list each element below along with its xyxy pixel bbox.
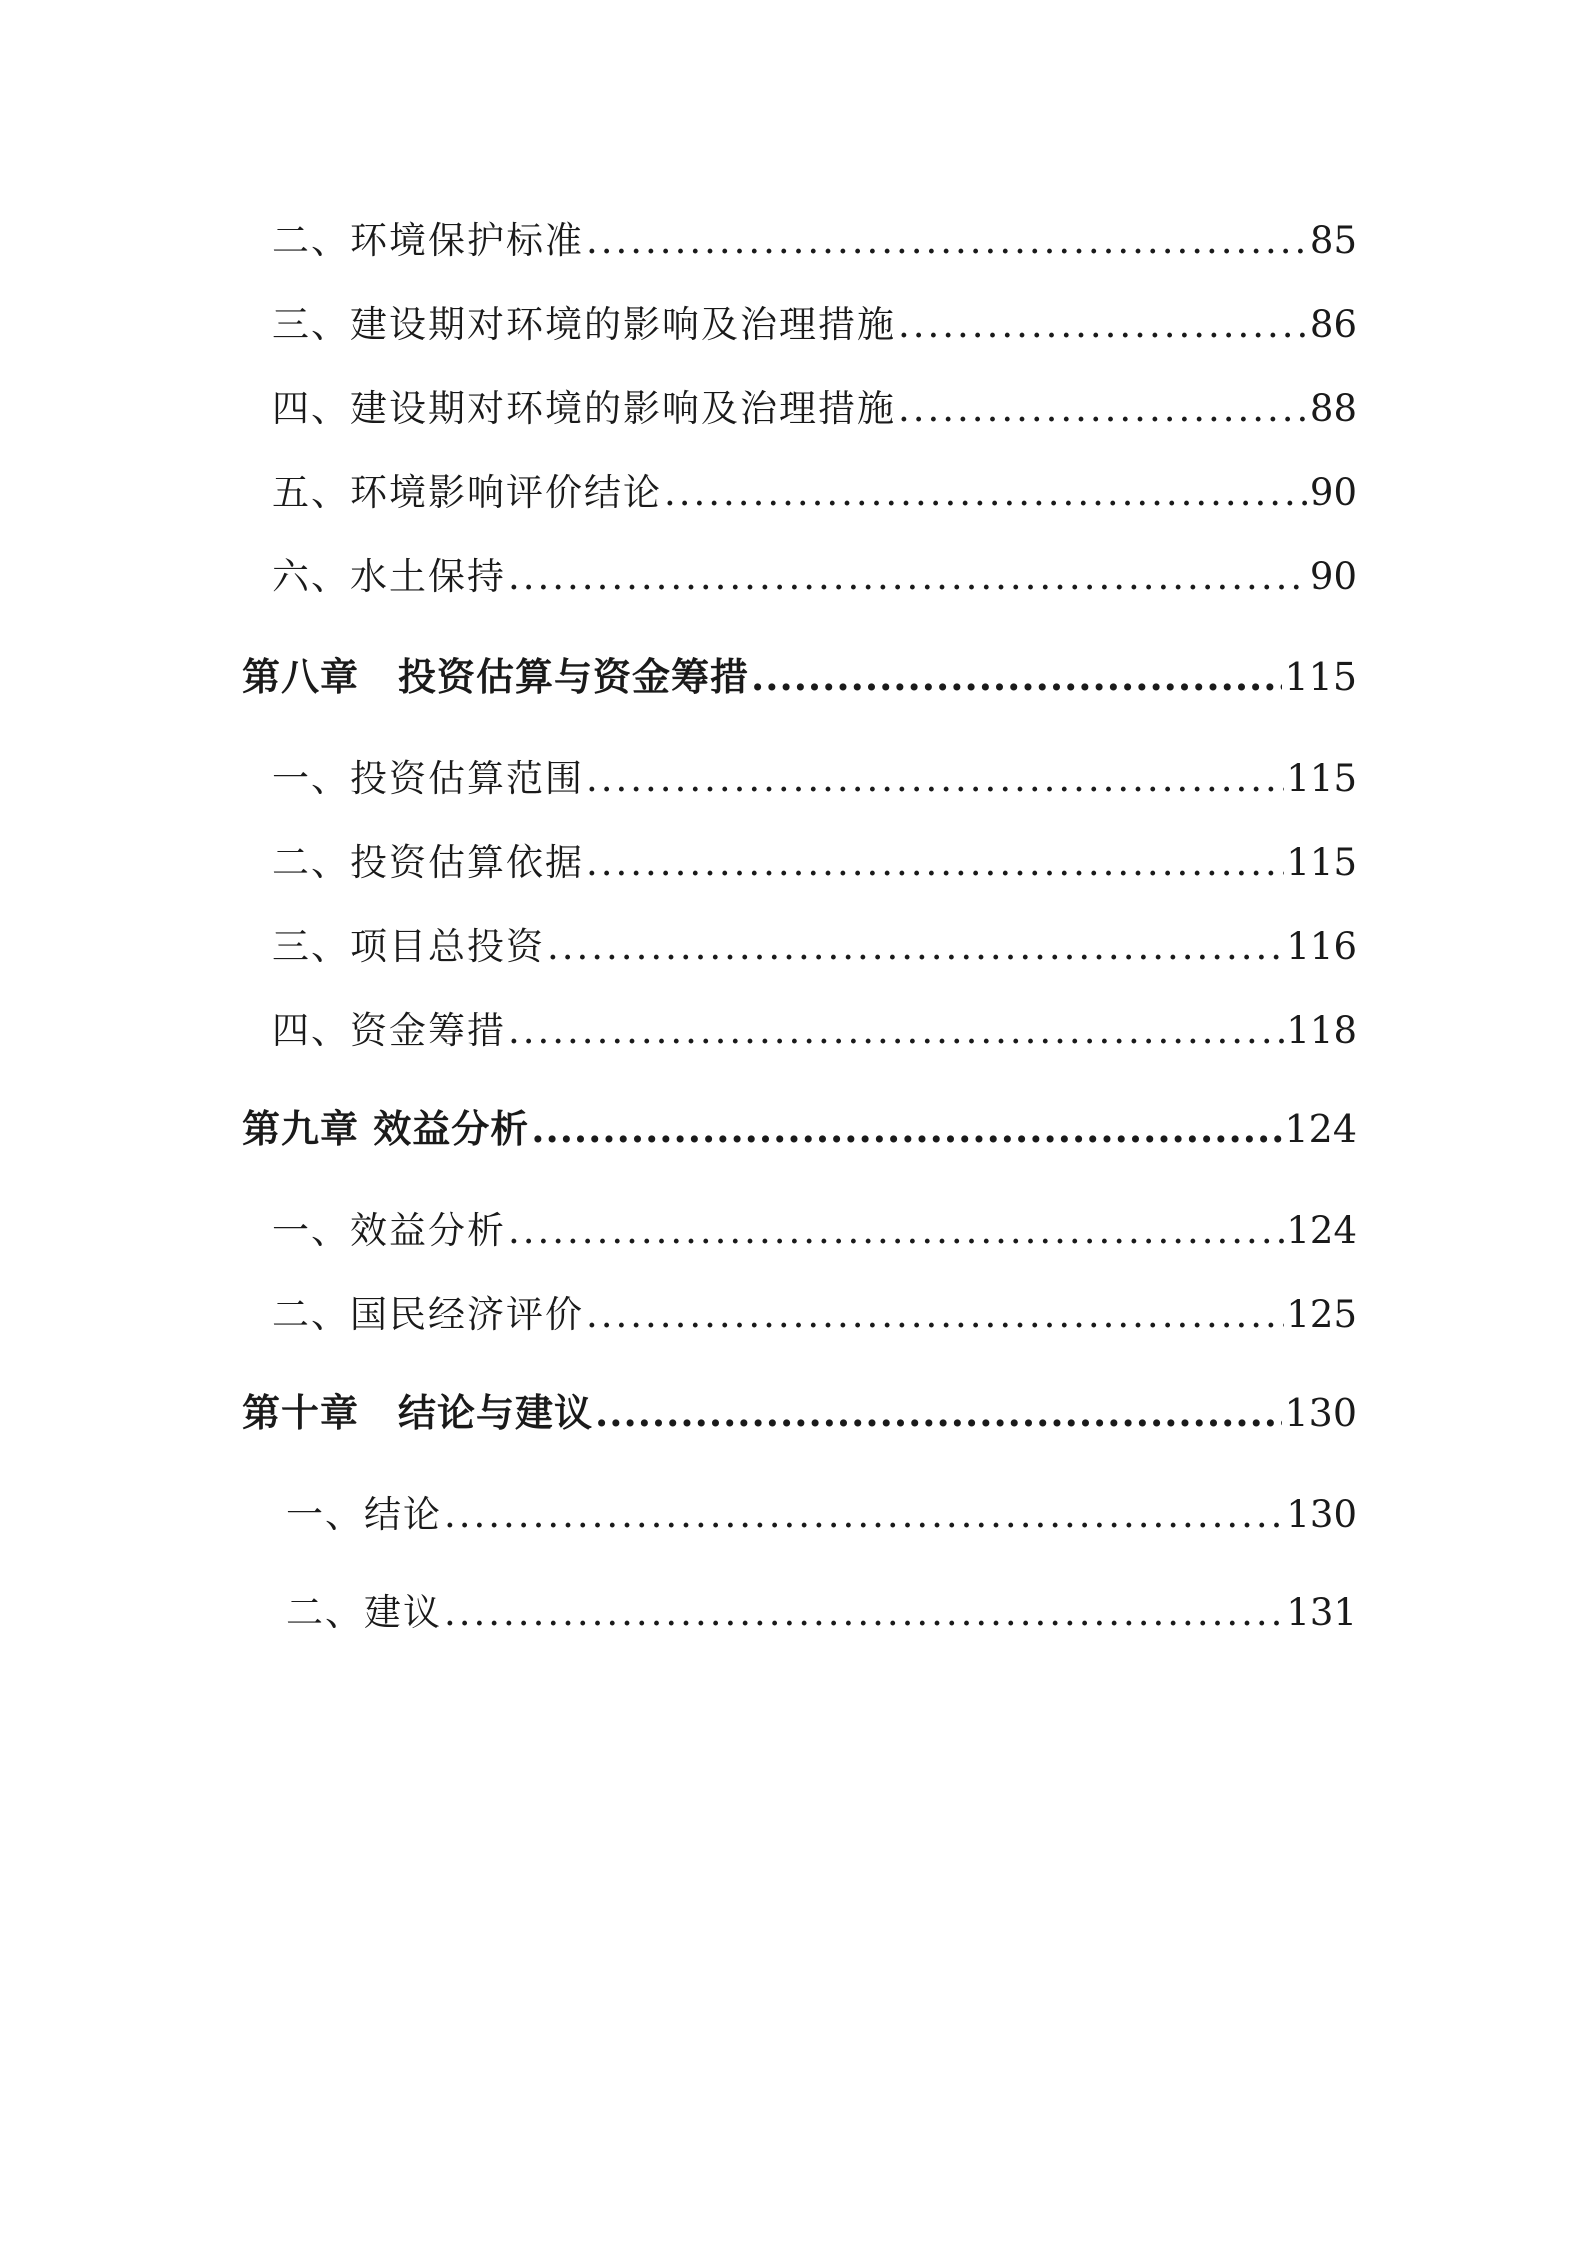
toc-chapter-title: 第十章 结论与建议 xyxy=(242,1390,594,1435)
toc-entry[interactable] xyxy=(286,1484,1357,1538)
toc-entry-title: 二、国民经济评价 xyxy=(272,1293,584,1336)
toc-page-number: 115 xyxy=(1286,841,1357,884)
toc-dot-leader xyxy=(444,1591,1284,1634)
toc-entry[interactable] xyxy=(272,916,1357,970)
toc-entry[interactable] xyxy=(272,1000,1357,1054)
toc-chapter-entry[interactable] xyxy=(242,1098,1357,1153)
toc-entry-title: 三、建设期对环境的影响及治理措施 xyxy=(272,303,896,346)
toc-page-number: 130 xyxy=(1284,1391,1357,1435)
toc-chapter-entry[interactable] xyxy=(242,1382,1357,1437)
toc-page-number: 118 xyxy=(1286,1009,1357,1052)
toc-dot-leader xyxy=(444,1493,1284,1536)
toc-entry[interactable] xyxy=(272,378,1357,432)
toc-entry-title: 一、效益分析 xyxy=(272,1209,506,1252)
toc-page-number: 116 xyxy=(1286,925,1357,968)
toc-entry[interactable] xyxy=(272,832,1357,886)
toc-page-number: 130 xyxy=(1286,1493,1357,1536)
toc-page-number: 125 xyxy=(1286,1293,1357,1336)
toc-page-number: 90 xyxy=(1309,555,1357,598)
toc-chapter-title: 第九章 效益分析 xyxy=(242,1106,530,1151)
toc-page-number: 124 xyxy=(1284,1107,1357,1151)
toc-entry[interactable] xyxy=(272,748,1357,802)
toc-chapter-title: 第八章 投资估算与资金筹措 xyxy=(242,654,750,699)
toc-dot-leader xyxy=(586,219,1308,262)
toc-entry-title: 二、环境保护标准 xyxy=(272,219,584,262)
toc-page-number: 90 xyxy=(1309,471,1357,514)
toc-entry-title: 二、建议 xyxy=(286,1591,442,1634)
toc-dot-leader xyxy=(751,654,1282,699)
toc-entry[interactable] xyxy=(272,210,1357,264)
toc-dot-leader xyxy=(898,303,1308,346)
toc-page-number: 86 xyxy=(1309,303,1357,346)
toc-entry-title: 六、水土保持 xyxy=(272,555,506,598)
toc-dot-leader xyxy=(508,1209,1284,1252)
toc-entry[interactable] xyxy=(272,1284,1357,1338)
toc-page-number: 85 xyxy=(1309,219,1357,262)
toc-page-number: 88 xyxy=(1309,387,1357,430)
toc-page-number: 124 xyxy=(1286,1209,1357,1252)
toc-entry-title: 二、投资估算依据 xyxy=(272,841,584,884)
toc-dot-leader xyxy=(547,925,1284,968)
toc-entry-title: 四、建设期对环境的影响及治理措施 xyxy=(272,387,896,430)
toc-dot-leader xyxy=(531,1106,1282,1151)
toc-page-number: 115 xyxy=(1284,655,1357,699)
toc-entry-title: 四、资金筹措 xyxy=(272,1009,506,1052)
toc-entry-title: 三、项目总投资 xyxy=(272,925,545,968)
toc-entry-title: 一、结论 xyxy=(286,1493,442,1536)
toc-entry[interactable] xyxy=(272,1200,1357,1254)
toc-dot-leader xyxy=(586,1293,1284,1336)
toc-entry[interactable] xyxy=(272,294,1357,348)
toc-dot-leader xyxy=(595,1390,1282,1435)
toc-dot-leader xyxy=(664,471,1308,514)
toc-dot-leader xyxy=(508,1009,1284,1052)
toc-dot-leader xyxy=(586,841,1284,884)
toc-entry[interactable] xyxy=(286,1582,1357,1636)
toc-entry-title: 五、环境影响评价结论 xyxy=(272,471,662,514)
toc-entry[interactable] xyxy=(272,462,1357,516)
toc-dot-leader xyxy=(508,555,1308,598)
toc-dot-leader xyxy=(898,387,1308,430)
toc-entry-title: 一、投资估算范围 xyxy=(272,757,584,800)
toc-page-number: 115 xyxy=(1286,757,1357,800)
toc-dot-leader xyxy=(586,757,1284,800)
toc-chapter-entry[interactable] xyxy=(242,646,1357,701)
toc-entry[interactable] xyxy=(272,546,1357,600)
toc-page-number: 131 xyxy=(1286,1591,1357,1634)
